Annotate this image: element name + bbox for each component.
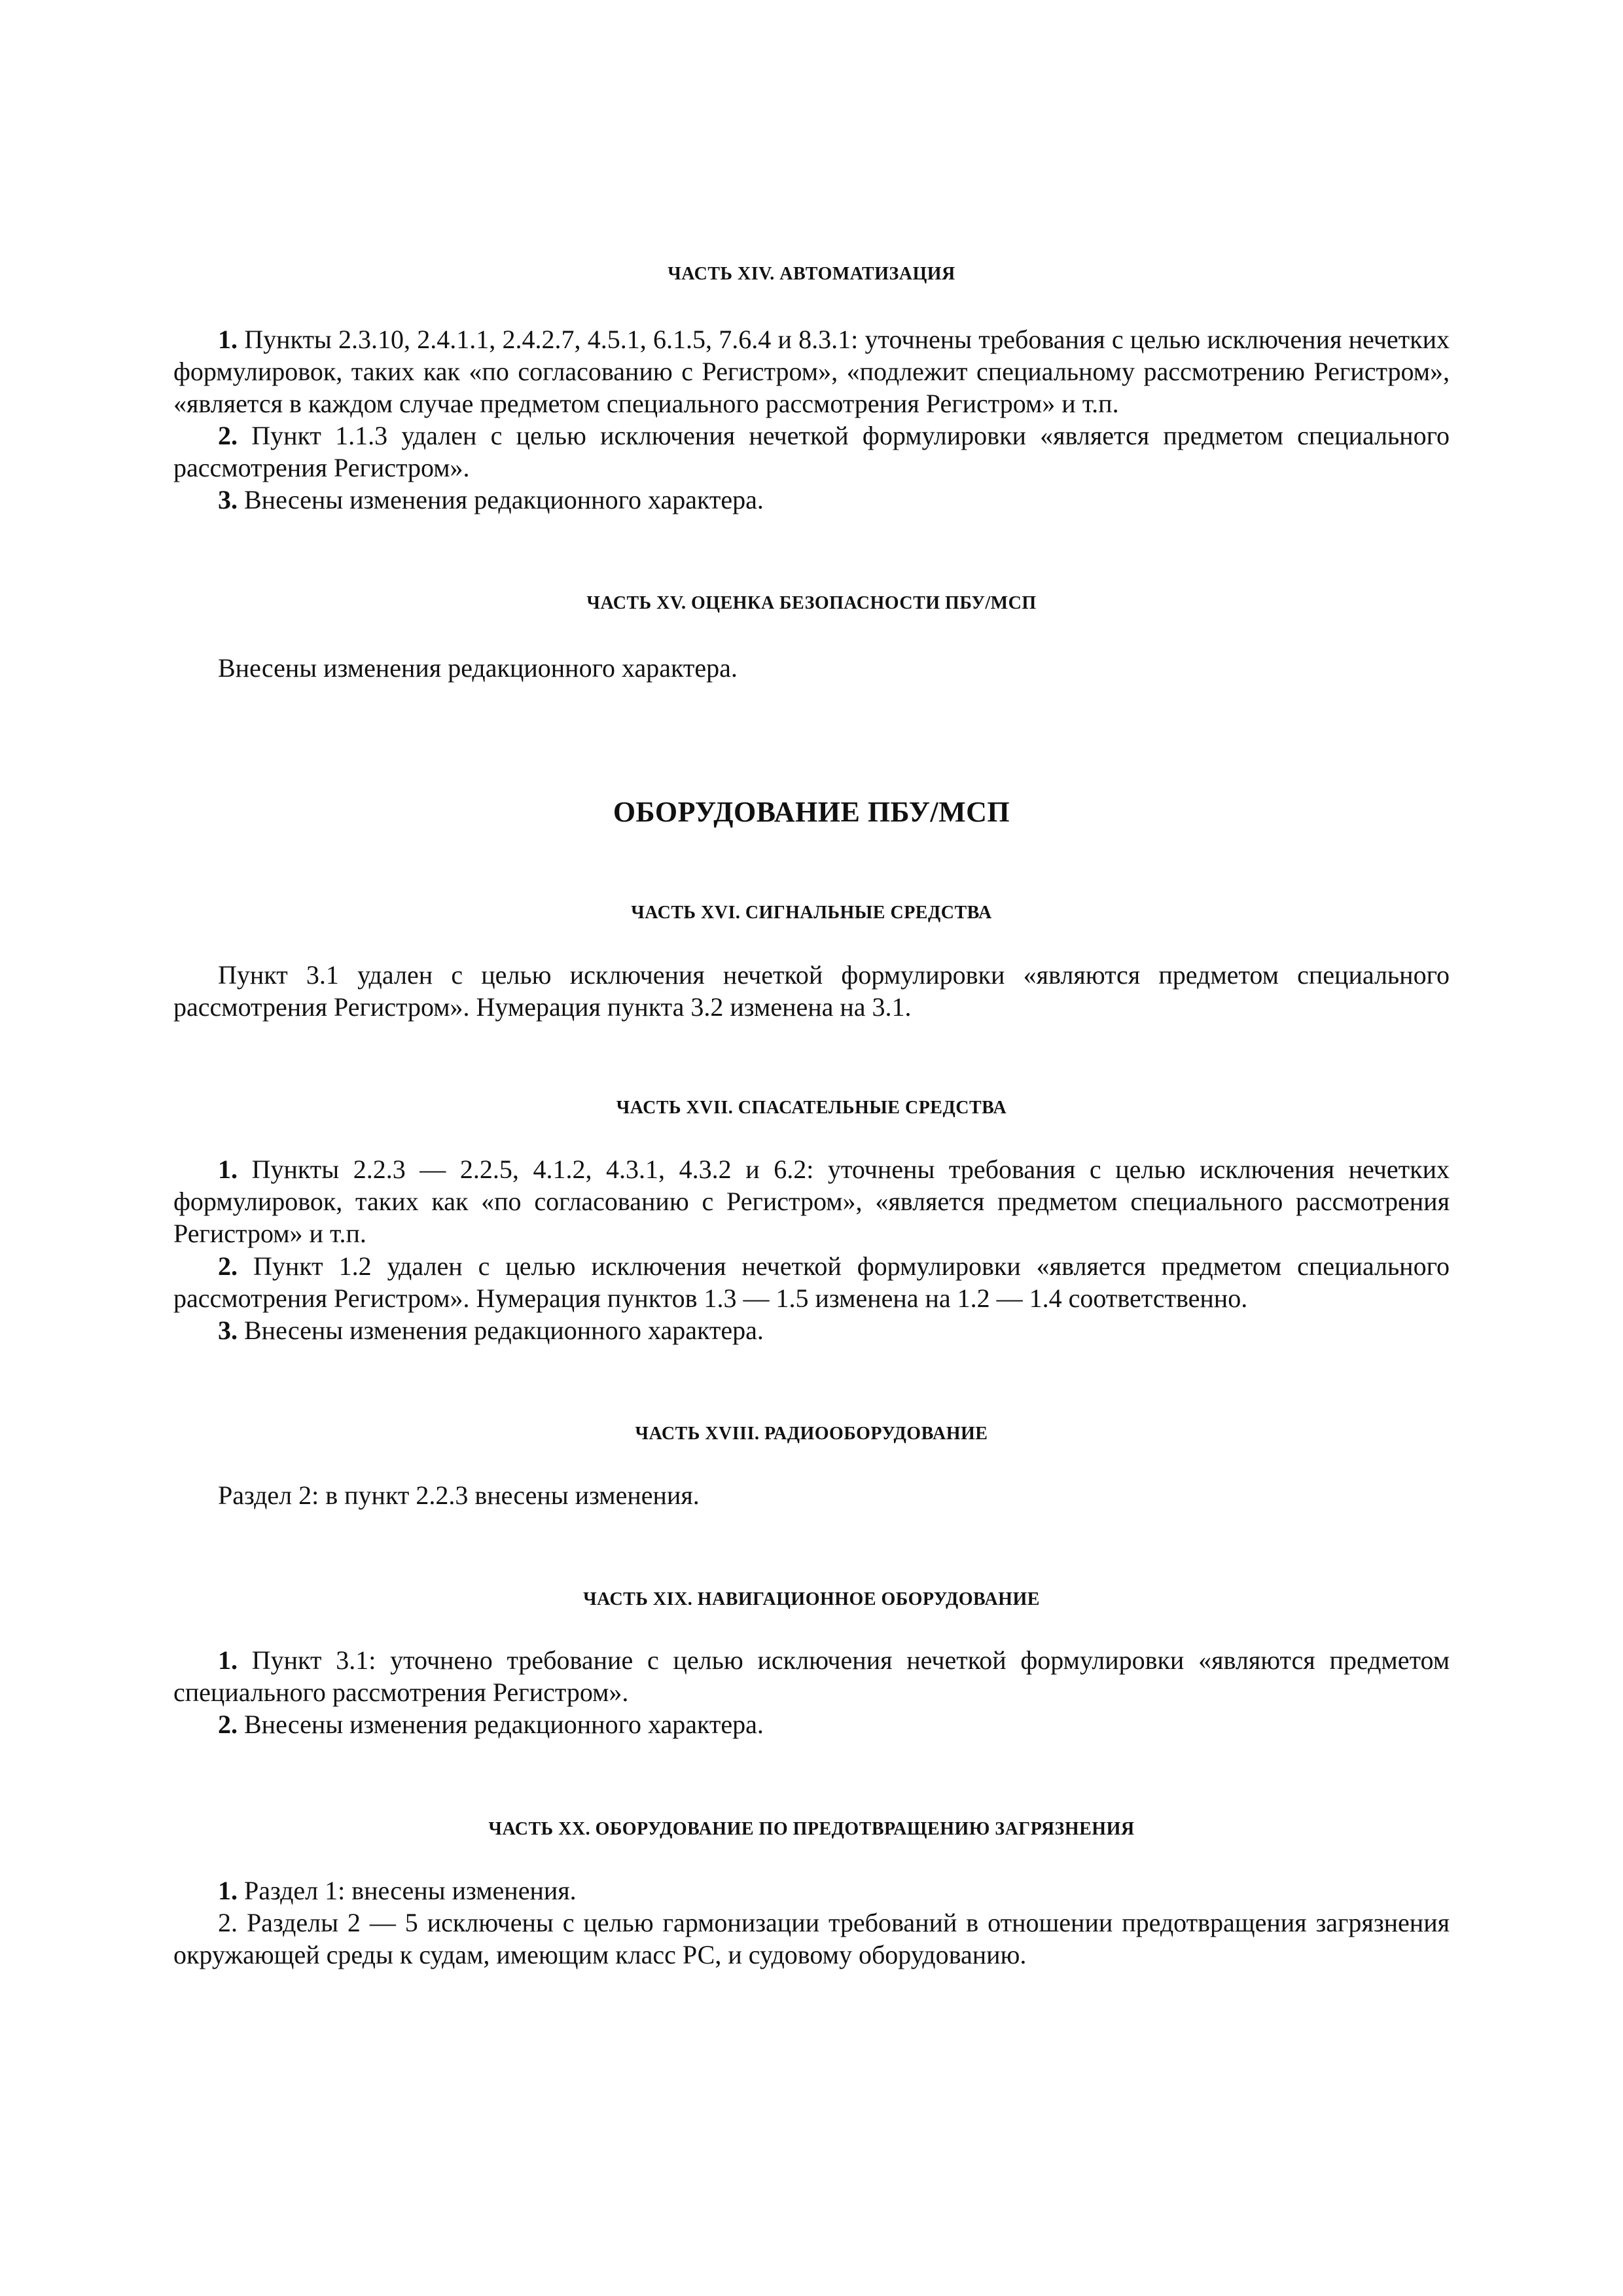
section-heading-xvi: ЧАСТЬ XVI. СИГНАЛЬНЫЕ СРЕДСТВА (631, 903, 992, 923)
chapter-title: ОБОРУДОВАНИЕ ПБУ/МСП (613, 796, 1010, 828)
paragraph-xvii-2: 2. Пункт 1.2 удален с целью исключения нечеткой формулировки «является предметом специального рассмотрения Регистром». Нумерация пунктов 1.3 — 1.5 изменена на 1.2 — 1.4 соответственно. (173, 1251, 1450, 1313)
paragraph-xix-1: 1. Пункт 3.1: уточнено требование с целью исключения нечеткой формулировки «являются предметом специального рассмотрения Регистром». (173, 1645, 1450, 1707)
section-heading-xvii: ЧАСТЬ XVII. СПАСАТЕЛЬНЫЕ СРЕДСТВА (616, 1098, 1007, 1118)
section-heading-xiv: ЧАСТЬ XIV. АВТОМАТИЗАЦИЯ (668, 264, 955, 284)
section-heading-xviii: ЧАСТЬ XVIII. РАДИООБОРУДОВАНИЕ (635, 1424, 988, 1444)
paragraph-xv: Внесены изменения редакционного характера. (218, 653, 738, 683)
paragraph-xvii-1: 1. Пункты 2.2.3 — 2.2.5, 4.1.2, 4.3.1, 4.3.2 и 6.2: уточнены требования с целью исключения нечетких формулировок, таких как «по согласованию с Регистром», «является предметом специального рассмотрения Регистром» и т.п. (173, 1155, 1450, 1248)
section-heading-xix: ЧАСТЬ XIX. НАВИГАЦИОННОЕ ОБОРУДОВАНИЕ (583, 1589, 1040, 1609)
paragraph-xiv-1: 1. Пункты 2.3.10, 2.4.1.1, 2.4.2.7, 4.5.1, 6.1.5, 7.6.4 и 8.3.1: уточнены требования с целью исключения нечетких формулировок, таких как «по согласованию с Регистром», «подлежит специальному рассмотрению Регистром», «является в каждом случае предметом специального рассмотрения Регистром» и т.п. (173, 325, 1450, 418)
paragraph-xix-2: 2. Внесены изменения редакционного характера. (218, 1710, 764, 1739)
section-heading-xv: ЧАСТЬ XV. ОЦЕНКА БЕЗОПАСНОСТИ ПБУ/МСП (586, 593, 1037, 613)
paragraph-xiv-2: 2. Пункт 1.1.3 удален с целью исключения нечеткой формулировки «является предметом специального рассмотрения Регистром». (173, 421, 1450, 482)
paragraph-xiv-3: 3. Внесены изменения редакционного характера. (218, 485, 764, 514)
section-heading-xx: ЧАСТЬ XX. ОБОРУДОВАНИЕ ПО ПРЕДОТВРАЩЕНИЮ ЗАГРЯЗНЕНИЯ (488, 1819, 1135, 1839)
paragraph-xvii-3: 3. Внесены изменения редакционного характера. (218, 1316, 764, 1345)
paragraph-xx-2: 2. Разделы 2 — 5 исключены с целью гармонизации требований в отношении предотвращения загрязнения окружающей среды к судам, имеющим класс РС, и судовому оборудованию. (173, 1908, 1450, 1969)
paragraph-xviii: Раздел 2: в пункт 2.2.3 внесены изменения. (218, 1480, 700, 1510)
paragraph-xvi: Пункт 3.1 удален с целью исключения нечеткой формулировки «являются предметом специального рассмотрения Регистром». Нумерация пункта 3.2 изменена на 3.1. (173, 960, 1450, 1022)
paragraph-xx-1: 1. Раздел 1: внесены изменения. (218, 1876, 577, 1905)
